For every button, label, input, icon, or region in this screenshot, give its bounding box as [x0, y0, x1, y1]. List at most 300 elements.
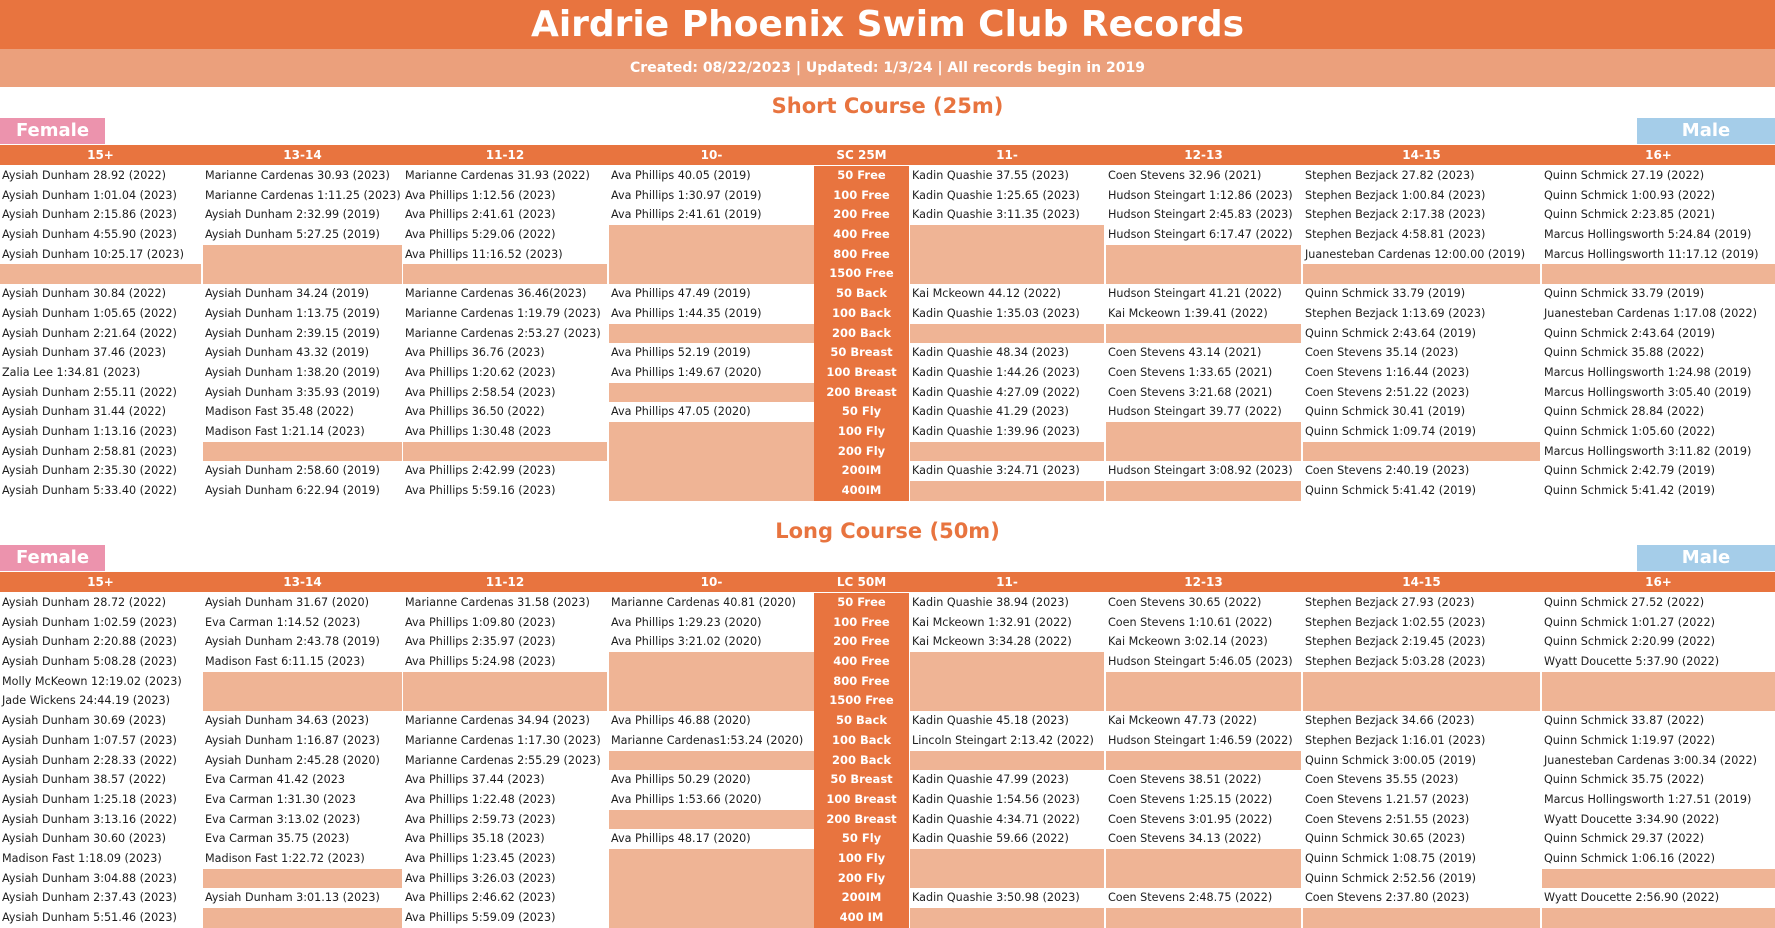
record-cell: Aysiah Dunham 10:25.17 (2023): [2, 247, 184, 261]
event-label: 50 Free: [814, 166, 909, 186]
record-cell: Ava Phillips 52.19 (2019): [611, 346, 751, 360]
record-cell: Marianne Cardenas 34.94 (2023): [405, 714, 590, 728]
record-cell: Marcus Hollingsworth 5:24.84 (2019): [1544, 228, 1752, 242]
record-cell: Ava Phillips 5:59.16 (2023): [405, 484, 556, 497]
record-cell: Hudson Steingart 5:46.05 (2023): [1108, 655, 1293, 669]
table-row: [0, 908, 1775, 928]
record-cell: Quinn Schmick 2:20.99 (2022): [1544, 635, 1715, 649]
table-row: [0, 205, 1775, 225]
record-cell: Marianne Cardenas 36.46(2023): [405, 287, 587, 301]
record-cell: [203, 264, 402, 284]
record-cell: Ava Phillips 47.05 (2020): [611, 405, 751, 419]
record-cell: Aysiah Dunham 28.72 (2022): [2, 596, 166, 609]
record-cell: Wyatt Doucette 5:37.90 (2022): [1544, 655, 1720, 669]
record-cell: Ava Phillips 2:41.61 (2023): [405, 208, 556, 222]
event-label: 50 Free: [814, 593, 909, 613]
record-cell: [1542, 869, 1775, 889]
record-cell: Eva Carman 41.42 (2023: [205, 773, 345, 787]
record-cell: Ava Phillips 5:24.98 (2023): [405, 655, 556, 669]
record-cell: Aysiah Dunham 3:13.16 (2022): [2, 812, 177, 826]
event-label: 200 Fly: [814, 869, 909, 889]
event-label: 200 Free: [814, 632, 909, 652]
record-cell: Stephen Bezjack 27.93 (2023): [1305, 596, 1475, 609]
record-cell: Wyatt Doucette 2:56.90 (2022): [1544, 891, 1720, 905]
record-cell: Marianne Cardenas 1:19.79 (2023): [405, 306, 601, 320]
record-cell: Coen Stevens 1:33.65 (2021): [1108, 365, 1273, 379]
record-cell: Ava Phillips 1:23.45 (2023): [405, 851, 556, 865]
record-cell: Marcus Hollingsworth 1:24.98 (2019): [1544, 365, 1752, 379]
record-cell: Quinn Schmick 2:43.64 (2019): [1544, 326, 1715, 340]
event-label: 200 Back: [814, 324, 909, 344]
record-cell: Coen Stevens 34.13 (2022): [1108, 832, 1262, 846]
record-cell: [910, 481, 1104, 501]
record-cell: [609, 691, 814, 711]
column-header-event: SC 25M: [836, 148, 887, 162]
table-row: [0, 422, 1775, 442]
record-cell: [1106, 908, 1301, 928]
female-label: Female: [0, 545, 105, 571]
event-label: 200IM: [814, 888, 909, 908]
record-cell: Ava Phillips 2:35.97 (2023): [405, 635, 556, 649]
record-cell: Quinn Schmick 1:06.16 (2022): [1544, 851, 1715, 865]
page-title: Airdrie Phoenix Swim Club Records: [0, 0, 1775, 49]
record-cell: Ava Phillips 11:16.52 (2023): [405, 247, 563, 261]
table-row: [0, 810, 1775, 830]
table-row: [0, 652, 1775, 672]
record-cell: Aysiah Dunham 43.32 (2019): [205, 346, 369, 360]
event-label: 100 Back: [814, 304, 909, 324]
record-cell: Hudson Steingart 1:46.59 (2022): [1108, 733, 1293, 747]
record-cell: [609, 461, 814, 481]
table-row: [0, 225, 1775, 245]
record-cell: Stephen Bezjack 34.66 (2023): [1305, 714, 1475, 728]
event-label: 100 Breast: [814, 363, 909, 383]
record-cell: Quinn Schmick 1:08.75 (2019): [1305, 851, 1476, 865]
table-row: [0, 593, 1775, 613]
record-cell: [1106, 422, 1301, 442]
column-header-male-14-15: 14-15: [1402, 148, 1441, 162]
record-cell: Ava Phillips 2:58.54 (2023): [405, 385, 556, 399]
record-cell: Zalia Lee 1:34.81 (2023): [2, 365, 141, 379]
record-cell: Coen Stevens 3:21.68 (2021): [1108, 385, 1273, 399]
record-cell: Aysiah Dunham 1:02.59 (2023): [2, 615, 177, 629]
record-cell: Aysiah Dunham 28.92 (2022): [2, 169, 166, 182]
record-cell: Eva Carman 35.75 (2023): [205, 832, 350, 846]
event-label: 100 Free: [814, 613, 909, 633]
column-header-male-11-under: 11-: [996, 148, 1018, 162]
record-cell: Quinn Schmick 27.52 (2022): [1544, 596, 1705, 609]
section-title: Long Course (50m): [775, 519, 1000, 543]
record-cell: Aysiah Dunham 2:35.30 (2022): [2, 464, 177, 478]
page-subtitle: Created: 08/22/2023 | Updated: 1/3/24 | All records begin in 2019: [0, 49, 1775, 87]
record-cell: [203, 691, 402, 711]
table-row: [0, 829, 1775, 849]
record-cell: [910, 225, 1104, 245]
record-cell: Quinn Schmick 1:19.97 (2022): [1544, 733, 1715, 747]
column-header-event: LC 50M: [836, 575, 887, 589]
table-row: [0, 245, 1775, 265]
record-cell: Aysiah Dunham 30.69 (2023): [2, 714, 166, 728]
record-cell: Coen Stevens 3:01.95 (2022): [1108, 812, 1273, 826]
record-cell: Quinn Schmick 1:05.60 (2022): [1544, 424, 1715, 438]
record-cell: Aysiah Dunham 2:28.33 (2022): [2, 753, 177, 767]
record-cell: [203, 869, 402, 889]
table-row: [0, 324, 1775, 344]
record-cell: Aysiah Dunham 2:15.86 (2023): [2, 208, 177, 222]
record-cell: Aysiah Dunham 2:55.11 (2022): [2, 385, 177, 399]
record-cell: Marianne Cardenas 31.93 (2022): [405, 169, 590, 182]
record-cell: Kai Mckeown 1:32.91 (2022): [912, 615, 1072, 629]
record-cell: Kai Mckeown 3:34.28 (2022): [912, 635, 1072, 649]
record-cell: Aysiah Dunham 5:51.46 (2023): [2, 911, 177, 924]
record-cell: [609, 442, 814, 462]
record-cell: Coen Stevens 30.65 (2022): [1108, 596, 1262, 609]
record-cell: Ava Phillips 1:12.56 (2023): [405, 188, 556, 202]
record-cell: Aysiah Dunham 1:13.16 (2023): [2, 424, 177, 438]
record-cell: [609, 383, 814, 403]
record-cell: Aysiah Dunham 2:39.15 (2019): [205, 326, 380, 340]
record-cell: Kadin Quashie 59.66 (2022): [912, 832, 1069, 846]
record-cell: [403, 672, 607, 692]
record-cell: [609, 422, 814, 442]
table-row: [0, 770, 1775, 790]
record-cell: Ava Phillips 2:59.73 (2023): [405, 812, 556, 826]
event-label: 400 Free: [814, 652, 909, 672]
record-cell: [609, 849, 814, 869]
record-cell: [910, 672, 1104, 692]
table-row: [0, 442, 1775, 462]
record-cell: Quinn Schmick 30.65 (2023): [1305, 832, 1466, 846]
record-cell: Hudson Steingart 2:45.83 (2023): [1108, 208, 1293, 222]
record-cell: [403, 442, 607, 462]
record-cell: Kai Mckeown 47.73 (2022): [1108, 714, 1257, 728]
record-cell: Quinn Schmick 27.19 (2022): [1544, 169, 1705, 182]
record-cell: Ava Phillips 40.05 (2019): [611, 169, 751, 182]
event-label: 100 Fly: [814, 849, 909, 869]
record-cell: Molly McKeown 12:19.02 (2023): [2, 674, 182, 688]
record-cell: [1106, 245, 1301, 265]
record-cell: Aysiah Dunham 2:45.28 (2020): [205, 753, 380, 767]
column-header-female-10-under: 10-: [700, 148, 723, 162]
section-title: Short Course (25m): [771, 94, 1004, 118]
record-cell: Kadin Quashie 3:24.71 (2023): [912, 464, 1080, 478]
record-cell: Ava Phillips 46.88 (2020): [611, 714, 751, 728]
record-cell: Coen Stevens 1.21.57 (2023): [1305, 792, 1469, 806]
record-cell: Ava Phillips 1:44.35 (2019): [611, 306, 762, 320]
record-cell: Ava Phillips 3:26.03 (2023): [405, 871, 556, 885]
event-label: 200 Fly: [814, 442, 909, 462]
column-header-female-15plus: 15+: [87, 575, 114, 589]
column-header-bar: [0, 572, 1775, 592]
record-cell: Kadin Quashie 45.18 (2023): [912, 714, 1069, 728]
record-cell: [910, 324, 1104, 344]
event-label: 400 IM: [814, 908, 909, 928]
event-label: 200 Free: [814, 205, 909, 225]
record-cell: Hudson Steingart 41.21 (2022): [1108, 287, 1282, 301]
record-cell: Aysiah Dunham 1:05.65 (2022): [2, 306, 177, 320]
record-cell: Hudson Steingart 1:12.86 (2023): [1108, 188, 1293, 202]
record-cell: Stephen Bezjack 1:02.55 (2023): [1305, 615, 1486, 629]
record-cell: Aysiah Dunham 30.60 (2023): [2, 832, 166, 846]
table-row: [0, 691, 1775, 711]
record-cell: Aysiah Dunham 2:43.78 (2019): [205, 635, 380, 649]
table-row: [0, 402, 1775, 422]
record-cell: [1106, 264, 1301, 284]
record-cell: Aysiah Dunham 2:32.99 (2019): [205, 208, 380, 222]
record-cell: Hudson Steingart 3:08.92 (2023): [1108, 464, 1293, 478]
record-cell: Quinn Schmick 1:00.93 (2022): [1544, 188, 1715, 202]
event-label: 50 Back: [814, 711, 909, 731]
record-cell: Quinn Schmick 2:43.64 (2019): [1305, 326, 1476, 340]
record-cell: Quinn Schmick 28.84 (2022): [1544, 405, 1705, 419]
column-header-female-13-14: 13-14: [283, 575, 322, 589]
record-cell: Eva Carman 3:13.02 (2023): [205, 812, 361, 826]
column-header-male-11-under: 11-: [996, 575, 1018, 589]
record-cell: Kadin Quashie 37.55 (2023): [912, 169, 1069, 182]
record-cell: Quinn Schmick 2:42.79 (2019): [1544, 464, 1715, 478]
record-cell: Aysiah Dunham 2:37.43 (2023): [2, 891, 177, 905]
record-cell: [1106, 849, 1301, 869]
table-row: [0, 869, 1775, 889]
record-cell: Marianne Cardenas 31.58 (2023): [405, 596, 590, 609]
record-cell: [1303, 908, 1540, 928]
record-cell: Aysiah Dunham 1:38.20 (2019): [205, 365, 380, 379]
female-label: Female: [0, 118, 105, 144]
record-cell: Stephen Bezjack 1:16.01 (2023): [1305, 733, 1486, 747]
record-cell: Aysiah Dunham 3:35.93 (2019): [205, 385, 380, 399]
record-cell: [1106, 691, 1301, 711]
event-label: 1500 Free: [814, 691, 909, 711]
record-cell: Marcus Hollingsworth 3:11.82 (2019): [1544, 444, 1752, 458]
record-cell: Ava Phillips 2:46.62 (2023): [405, 891, 556, 905]
record-cell: Madison Fast 1:22.72 (2023): [205, 851, 365, 865]
record-cell: Coen Stevens 43.14 (2021): [1108, 346, 1262, 360]
column-header-female-10-under: 10-: [700, 575, 723, 589]
record-cell: Coen Stevens 38.51 (2022): [1108, 773, 1262, 787]
event-label: 1500 Free: [814, 264, 909, 284]
record-cell: [0, 264, 201, 284]
record-cell: Kadin Quashie 1:44.26 (2023): [912, 365, 1080, 379]
event-label: 50 Breast: [814, 343, 909, 363]
event-label: 50 Fly: [814, 402, 909, 422]
record-cell: Aysiah Dunham 34.24 (2019): [205, 287, 369, 301]
record-cell: Ava Phillips 1:09.80 (2023): [405, 615, 556, 629]
record-cell: Ava Phillips 50.29 (2020): [611, 773, 751, 787]
record-cell: Aysiah Dunham 5:27.25 (2019): [205, 228, 380, 242]
table-row: [0, 751, 1775, 771]
table-row: [0, 888, 1775, 908]
record-cell: [609, 908, 814, 928]
record-cell: Coen Stevens 2:48.75 (2022): [1108, 891, 1273, 905]
table-row: [0, 284, 1775, 304]
record-cell: [1106, 869, 1301, 889]
record-cell: Aysiah Dunham 2:21.64 (2022): [2, 326, 177, 340]
record-cell: Coen Stevens 2:51.55 (2023): [1305, 812, 1470, 826]
table-row: [0, 711, 1775, 731]
record-cell: [403, 264, 607, 284]
record-cell: [910, 751, 1104, 771]
record-cell: Marianne Cardenas 40.81 (2020): [611, 596, 796, 609]
record-cell: Quinn Schmick 5:41.42 (2019): [1305, 484, 1476, 497]
record-cell: Coen Stevens 2:51.22 (2023): [1305, 385, 1470, 399]
table-row: [0, 672, 1775, 692]
record-cell: Marianne Cardenas 30.93 (2023): [205, 169, 390, 182]
record-cell: Eva Carman 1:14.52 (2023): [205, 615, 361, 629]
table-row: [0, 613, 1775, 633]
record-cell: Kadin Quashie 3:50.98 (2023): [912, 891, 1080, 905]
record-cell: [609, 225, 814, 245]
record-cell: Marianne Cardenas1:53.24 (2020): [611, 733, 804, 747]
table-row: [0, 731, 1775, 751]
record-cell: [403, 691, 607, 711]
column-header-female-13-14: 13-14: [283, 148, 322, 162]
record-cell: [609, 324, 814, 344]
record-cell: Marianne Cardenas 2:53.27 (2023): [405, 326, 601, 340]
record-cell: Quinn Schmick 30.41 (2019): [1305, 405, 1466, 419]
record-cell: Ava Phillips 1:20.62 (2023): [405, 365, 556, 379]
column-header-male-16plus: 16+: [1645, 148, 1672, 162]
record-cell: Lincoln Steingart 2:13.42 (2022): [912, 733, 1094, 747]
record-cell: Aysiah Dunham 2:58.81 (2023): [2, 444, 177, 458]
record-cell: Stephen Bezjack 1:13.69 (2023): [1305, 306, 1486, 320]
record-cell: Aysiah Dunham 1:16.87 (2023): [205, 733, 380, 747]
records-table: [0, 593, 1775, 928]
record-cell: Aysiah Dunham 2:20.88 (2023): [2, 635, 177, 649]
record-cell: [1542, 691, 1775, 711]
table-row: [0, 632, 1775, 652]
record-cell: Ava Phillips 36.50 (2022): [405, 405, 545, 419]
record-cell: Quinn Schmick 2:52.56 (2019): [1305, 871, 1476, 885]
record-cell: [910, 245, 1104, 265]
record-cell: Quinn Schmick 29.37 (2022): [1544, 832, 1705, 846]
record-cell: Stephen Bezjack 5:03.28 (2023): [1305, 655, 1486, 669]
event-label: 50 Back: [814, 284, 909, 304]
record-cell: [203, 672, 402, 692]
event-label: 800 Free: [814, 672, 909, 692]
event-label: 200 Breast: [814, 810, 909, 830]
record-cell: [609, 888, 814, 908]
record-cell: Marcus Hollingsworth 1:27.51 (2019): [1544, 792, 1752, 806]
record-cell: Juanesteban Cardenas 1:17.08 (2022): [1544, 306, 1757, 320]
record-cell: [609, 869, 814, 889]
record-cell: [910, 908, 1104, 928]
table-row: [0, 264, 1775, 284]
table-row: [0, 304, 1775, 324]
record-cell: [910, 652, 1104, 672]
record-cell: Aysiah Dunham 5:08.28 (2023): [2, 655, 177, 669]
record-cell: [203, 908, 402, 928]
record-cell: Aysiah Dunham 30.84 (2022): [2, 287, 166, 301]
table-row: [0, 166, 1775, 186]
event-label: 100 Breast: [814, 790, 909, 810]
record-cell: [1542, 264, 1775, 284]
record-cell: Coen Stevens 1:16.44 (2023): [1305, 365, 1470, 379]
record-cell: Aysiah Dunham 6:22.94 (2019): [205, 484, 380, 497]
record-cell: Ava Phillips 1:49.67 (2020): [611, 365, 762, 379]
record-cell: Marianne Cardenas 1:17.30 (2023): [405, 733, 601, 747]
record-cell: [1106, 672, 1301, 692]
table-row: [0, 383, 1775, 403]
records-table: [0, 166, 1775, 501]
record-cell: Ava Phillips 3:21.02 (2020): [611, 635, 762, 649]
record-cell: Quinn Schmick 35.75 (2022): [1544, 773, 1705, 787]
record-cell: Stephen Bezjack 1:00.84 (2023): [1305, 188, 1486, 202]
record-cell: Coen Stevens 35.55 (2023): [1305, 773, 1459, 787]
record-cell: Kadin Quashie 48.34 (2023): [912, 346, 1069, 360]
record-cell: Madison Fast 6:11.15 (2023): [205, 655, 365, 669]
table-row: [0, 790, 1775, 810]
record-cell: [609, 245, 814, 265]
record-cell: Kadin Quashie 1:25.65 (2023): [912, 188, 1080, 202]
record-cell: Wyatt Doucette 3:34.90 (2022): [1544, 812, 1720, 826]
record-cell: Coen Stevens 35.14 (2023): [1305, 346, 1459, 360]
event-label: 800 Free: [814, 245, 909, 265]
column-header-male-16plus: 16+: [1645, 575, 1672, 589]
record-cell: Coen Stevens 2:37.80 (2023): [1305, 891, 1470, 905]
record-cell: Madison Fast 35.48 (2022): [205, 405, 354, 419]
column-header-bar: [0, 145, 1775, 165]
record-cell: Quinn Schmick 33.87 (2022): [1544, 714, 1705, 728]
record-cell: Hudson Steingart 6:17.47 (2022): [1108, 228, 1293, 242]
event-label: 100 Back: [814, 731, 909, 751]
record-cell: [910, 849, 1104, 869]
record-cell: Aysiah Dunham 31.44 (2022): [2, 405, 166, 419]
record-cell: Jade Wickens 24:44.19 (2023): [2, 694, 170, 708]
record-cell: Ava Phillips 48.17 (2020): [611, 832, 751, 846]
record-cell: Kadin Quashie 1:35.03 (2023): [912, 306, 1080, 320]
record-cell: Ava Phillips 1:22.48 (2023): [405, 792, 556, 806]
event-label: 100 Fly: [814, 422, 909, 442]
event-label: 50 Fly: [814, 829, 909, 849]
record-cell: Aysiah Dunham 2:58.60 (2019): [205, 464, 380, 478]
record-cell: Aysiah Dunham 5:33.40 (2022): [2, 484, 177, 497]
record-cell: Coen Stevens 2:40.19 (2023): [1305, 464, 1470, 478]
record-cell: Kadin Quashie 47.99 (2023): [912, 773, 1069, 787]
table-row: [0, 481, 1775, 501]
record-cell: Ava Phillips 35.18 (2023): [405, 832, 545, 846]
event-label: 200 Breast: [814, 383, 909, 403]
record-cell: [609, 810, 814, 830]
table-row: [0, 363, 1775, 383]
record-cell: [910, 691, 1104, 711]
event-label: 100 Free: [814, 186, 909, 206]
column-header-female-11-12: 11-12: [485, 148, 525, 162]
record-cell: Marianne Cardenas 1:11.25 (2023): [205, 188, 401, 202]
column-header-male-14-15: 14-15: [1402, 575, 1441, 589]
record-cell: Eva Carman 1:31.30 (2023: [205, 792, 356, 806]
record-cell: Marcus Hollingsworth 3:05.40 (2019): [1544, 385, 1752, 399]
record-cell: [910, 264, 1104, 284]
record-cell: Aysiah Dunham 38.57 (2022): [2, 773, 166, 787]
record-cell: Aysiah Dunham 4:55.90 (2023): [2, 228, 177, 242]
record-cell: Ava Phillips 36.76 (2023): [405, 346, 545, 360]
record-cell: [910, 442, 1104, 462]
record-cell: Quinn Schmick 5:41.42 (2019): [1544, 484, 1715, 497]
event-label: 400IM: [814, 481, 909, 501]
record-cell: Quinn Schmick 1:01.27 (2022): [1544, 615, 1715, 629]
record-cell: Aysiah Dunham 31.67 (2020): [205, 596, 369, 609]
record-cell: [1542, 672, 1775, 692]
record-cell: Kadin Quashie 1:39.96 (2023): [912, 424, 1080, 438]
event-label: 400 Free: [814, 225, 909, 245]
event-label: 50 Breast: [814, 770, 909, 790]
record-cell: Kai Mckeown 1:39.41 (2022): [1108, 306, 1268, 320]
record-cell: Juanesteban Cardenas 3:00.34 (2022): [1544, 753, 1757, 767]
event-label: 200 Back: [814, 751, 909, 771]
record-cell: Hudson Steingart 39.77 (2022): [1108, 405, 1282, 419]
record-cell: Aysiah Dunham 3:01.13 (2023): [205, 891, 380, 905]
record-cell: Aysiah Dunham 1:07.57 (2023): [2, 733, 177, 747]
